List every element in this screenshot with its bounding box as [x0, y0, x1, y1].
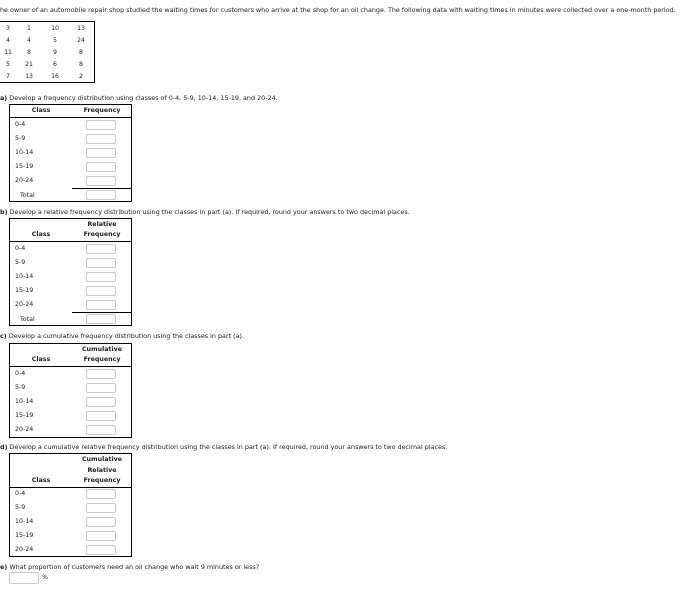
part-c-text: Develop a cumulative frequency distribution using the classes in part (a).: [8, 332, 245, 340]
relative-frequency-input[interactable]: [86, 258, 116, 268]
total-divider: [72, 312, 132, 313]
part-b-letter: b): [0, 208, 8, 216]
class-header: Class: [31, 107, 51, 114]
table-cell: 1: [27, 24, 31, 32]
table-cell: 8: [79, 48, 83, 56]
table-cell: 16: [51, 72, 59, 80]
class-label: 15-19: [15, 163, 34, 170]
cumulative-frequency-input[interactable]: [86, 369, 116, 379]
class-header: Class: [31, 477, 51, 484]
class-label: 0-4: [15, 121, 26, 128]
table-row: [0, 46, 94, 58]
frequency-header: Frequency: [83, 231, 121, 238]
cumulative-frequency-input[interactable]: [86, 397, 116, 407]
class-label: 20-24: [15, 301, 34, 308]
class-label: 20-24: [15, 426, 34, 433]
class-header: Class: [31, 356, 51, 363]
cumulative-frequency-input[interactable]: [86, 383, 116, 393]
table-cell: 21: [25, 60, 33, 68]
header-divider: [10, 366, 131, 367]
table-cell: 8: [79, 60, 83, 68]
table-cell: 2: [79, 72, 83, 80]
total-label: Total: [20, 192, 35, 199]
class-label: 0-4: [15, 490, 26, 497]
part-a-letter: a): [0, 94, 8, 102]
table-cell: 3: [6, 24, 10, 32]
class-label: 10-14: [15, 398, 34, 405]
table-cell: 4: [27, 36, 31, 44]
cumulative-header: Cumulative: [81, 346, 123, 353]
frequency-input[interactable]: [86, 176, 116, 186]
relative-frequency-input[interactable]: [86, 286, 116, 296]
frequency-input[interactable]: [86, 162, 116, 172]
frequency-header: Frequency: [83, 107, 121, 114]
part-d-question: [0, 443, 447, 451]
cumulative-frequency-input[interactable]: [86, 425, 116, 435]
table-cell: 10: [51, 24, 59, 32]
table-cell: 5: [53, 36, 57, 44]
class-label: 5-9: [15, 259, 26, 266]
cumulative-relative-frequency-table: [9, 453, 132, 557]
table-row: [0, 34, 94, 46]
class-label: 15-19: [15, 412, 34, 419]
part-e-letter: e): [0, 563, 8, 571]
table-cell: 4: [6, 36, 10, 44]
class-label: 10-14: [15, 149, 34, 156]
frequency-header: Frequency: [83, 477, 121, 484]
header-divider: [10, 117, 131, 118]
part-e-question: [0, 563, 259, 571]
percent-unit: %: [42, 574, 48, 581]
frequency-table: [9, 104, 132, 202]
class-label: 5-9: [15, 135, 26, 142]
frequency-input[interactable]: [86, 134, 116, 144]
class-label: 0-4: [15, 245, 26, 252]
class-label: 20-24: [15, 177, 34, 184]
relative-frequency-input[interactable]: [86, 300, 116, 310]
table-cell: 24: [77, 36, 85, 44]
class-label: 5-9: [15, 384, 26, 391]
part-d-letter: d): [0, 443, 8, 451]
relative-header: Relative: [87, 467, 117, 474]
part-a-text: Develop a frequency distribution using classes of 0-4, 5-9, 10-14, 15-19, and 20-24.: [9, 94, 278, 102]
table-row: [0, 22, 94, 34]
cumulative-header: Cumulative: [81, 456, 123, 463]
class-header: Class: [31, 231, 51, 238]
frequency-header: Frequency: [83, 356, 121, 363]
relative-header: Relative: [87, 221, 117, 228]
cumulative-relative-frequency-input[interactable]: [86, 503, 116, 513]
table-cell: 13: [77, 24, 85, 32]
total-divider: [72, 188, 132, 189]
header-divider: [10, 487, 131, 488]
part-e-text: What proportion of customers need an oil change who wait 9 minutes or less?: [9, 563, 260, 571]
part-b-question: [0, 208, 410, 216]
table-cell: 6: [53, 60, 57, 68]
table-cell: 8: [27, 48, 31, 56]
relative-frequency-total-input[interactable]: [86, 314, 116, 324]
waiting-times-table: [0, 21, 95, 83]
class-label: 15-19: [15, 287, 34, 294]
header-divider: [10, 241, 131, 242]
class-label: 0-4: [15, 370, 26, 377]
relative-frequency-table: [9, 218, 132, 326]
part-d-text: Develop a cumulative relative frequency distribution using the classes in part (a). If required, round your answers to two decimal places.: [9, 443, 448, 451]
cumulative-relative-frequency-input[interactable]: [86, 545, 116, 555]
proportion-input[interactable]: [9, 572, 39, 584]
table-cell: 7: [6, 72, 10, 80]
part-c-letter: c): [0, 332, 7, 340]
total-label: Total: [20, 316, 35, 323]
frequency-input[interactable]: [86, 120, 116, 130]
cumulative-relative-frequency-input[interactable]: [86, 531, 116, 541]
frequency-total-input[interactable]: [86, 190, 116, 200]
frequency-input[interactable]: [86, 148, 116, 158]
table-cell: 13: [25, 72, 33, 80]
table-row: [0, 58, 94, 70]
table-cell: 5: [6, 60, 10, 68]
part-a-question: [0, 94, 278, 102]
class-label: 10-14: [15, 273, 34, 280]
class-label: 20-24: [15, 546, 34, 553]
table-row: [0, 70, 94, 82]
relative-frequency-input[interactable]: [86, 244, 116, 254]
part-b-text: Develop a relative frequency distribution using the classes in part (a). If required, round your answers to two decimal places.: [9, 208, 410, 216]
table-cell: 9: [53, 48, 57, 56]
class-label: 15-19: [15, 532, 34, 539]
problem-intro: he owner of an automobile repair shop studied the waiting times for customers who arrive at the shop for an oil change. The following data with waiting times in minutes were collected over a one-month period.: [0, 6, 676, 14]
cumulative-frequency-input[interactable]: [86, 411, 116, 421]
class-label: 5-9: [15, 504, 26, 511]
class-label: 10-14: [15, 518, 34, 525]
cumulative-frequency-table: [9, 343, 132, 438]
part-c-question: [0, 332, 244, 340]
cumulative-relative-frequency-input[interactable]: [86, 517, 116, 527]
cumulative-relative-frequency-input[interactable]: [86, 489, 116, 499]
table-cell: 11: [4, 48, 12, 56]
relative-frequency-input[interactable]: [86, 272, 116, 282]
